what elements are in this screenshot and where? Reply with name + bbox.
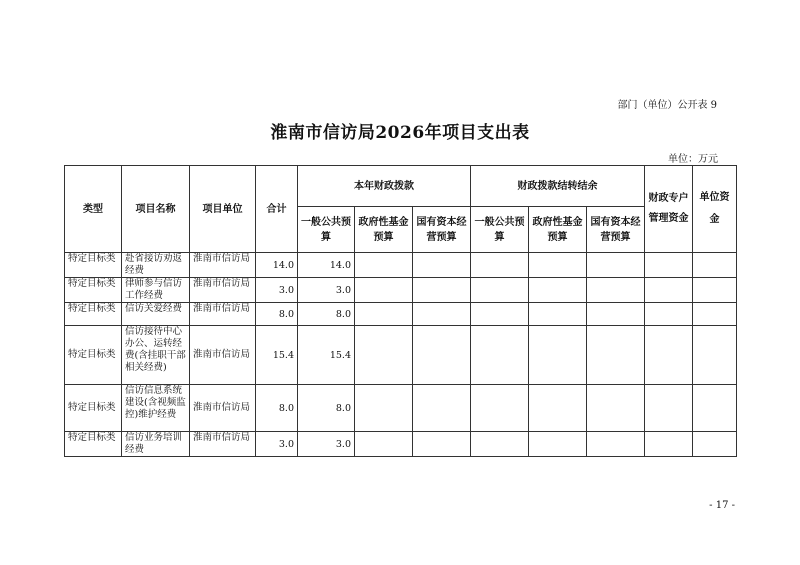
- table-row: [65, 253, 737, 278]
- col-header-project-unit: 项目单位: [190, 166, 256, 253]
- col-header-unit-fund: 单位资金: [693, 166, 737, 253]
- cell-type: 特定目标类: [65, 253, 122, 278]
- cell-type: 特定目标类: [65, 326, 122, 385]
- col-header-carry-gov-fund-budget: 政府性基金预算: [529, 207, 587, 253]
- col-header-project-name: 项目名称: [122, 166, 190, 253]
- col-header-carry-state-capital-budget: 国有资本经营预算: [587, 207, 645, 253]
- col-header-general-budget: 一般公共预算: [298, 207, 355, 253]
- cell-project-name: 赴省接访劝返经费: [122, 253, 190, 278]
- cell-project-unit: 淮南市信访局: [190, 432, 256, 457]
- cell-project-name: 信访关爱经费: [122, 303, 190, 326]
- cell-project-name: 律师参与信访工作经费: [122, 278, 190, 303]
- col-header-gov-fund-budget: 政府性基金预算: [355, 207, 413, 253]
- col-header-carry-general-budget: 一般公共预算: [471, 207, 529, 253]
- cell-general-budget: 15.4: [298, 326, 355, 385]
- cell-project-unit: 淮南市信访局: [190, 278, 256, 303]
- cell-general-budget: 3.0: [298, 278, 355, 303]
- cell-general-budget: 8.0: [298, 303, 355, 326]
- table-row: [65, 303, 737, 326]
- col-header-total: 合计: [256, 166, 298, 253]
- col-header-type: 类型: [65, 166, 122, 253]
- table-row: [65, 278, 737, 303]
- page-number: - 17 -: [709, 500, 735, 511]
- cell-project-unit: 淮南市信访局: [190, 303, 256, 326]
- cell-type: 特定目标类: [65, 303, 122, 326]
- cell-total: 8.0: [256, 385, 298, 432]
- cell-project-name: 信访业务培训经费: [122, 432, 190, 457]
- cell-total: 14.0: [256, 253, 298, 278]
- header-row-group: [65, 166, 737, 207]
- page-title: 淮南市信访局2026年项目支出表: [270, 123, 530, 143]
- cell-total: 8.0: [256, 303, 298, 326]
- cell-project-unit: 淮南市信访局: [190, 253, 256, 278]
- cell-total: 3.0: [256, 432, 298, 457]
- cell-type: 特定目标类: [65, 385, 122, 432]
- col-header-special-fund: 财政专户管理资金: [645, 166, 693, 253]
- cell-total: 3.0: [256, 278, 298, 303]
- table-row: [65, 385, 737, 432]
- unit-label: 单位：万元: [668, 154, 718, 165]
- col-header-current-year: 本年财政拨款: [298, 166, 471, 207]
- cell-project-name: 信访接待中心办公、运转经费(含挂职干部相关经费): [122, 326, 190, 385]
- cell-project-name: 信访信息系统建设(含视频监控)维护经费: [122, 385, 190, 432]
- table-row: [65, 432, 737, 457]
- project-expenditure-table: [64, 165, 737, 457]
- cell-general-budget: 14.0: [298, 253, 355, 278]
- cell-project-unit: 淮南市信访局: [190, 326, 256, 385]
- cell-general-budget: 8.0: [298, 385, 355, 432]
- cell-total: 15.4: [256, 326, 298, 385]
- table-row: [65, 326, 737, 385]
- col-header-carryover: 财政拨款结转结余: [471, 166, 645, 207]
- cell-type: 特定目标类: [65, 278, 122, 303]
- cell-general-budget: 3.0: [298, 432, 355, 457]
- form-number: 部门（单位）公开表 9: [617, 100, 717, 111]
- cell-type: 特定目标类: [65, 432, 122, 457]
- col-header-state-capital-budget: 国有资本经营预算: [413, 207, 471, 253]
- cell-project-unit: 淮南市信访局: [190, 385, 256, 432]
